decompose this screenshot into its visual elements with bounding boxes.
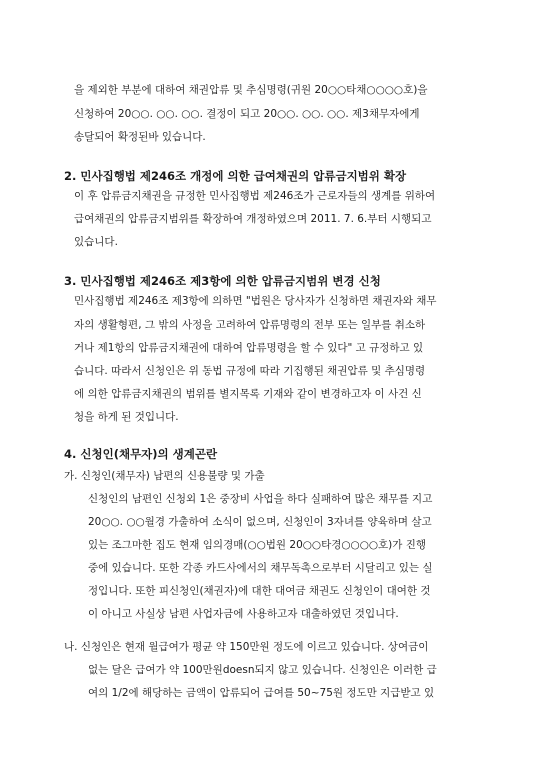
section-4-ga-line-6: 이 아니고 사실상 남편 사업자금에 사용하고자 대출하였던 것입니다.	[88, 608, 399, 620]
section-2-line-2: 급여채권의 압류금지범위를 확장하여 개정하였으며 2011. 7. 6.부터 시행되고	[74, 213, 432, 225]
section-3-line-6: 청을 하게 된 것입니다.	[74, 411, 179, 423]
section-2-heading: 2. 민사집행법 제246조 개정에 의한 급여채권의 압류금지범위 확장	[64, 169, 407, 183]
section-4-ga-line-4: 중에 있습니다. 또한 각종 카드사에서의 채무독촉으로부터 시달리고 있는 실	[88, 562, 433, 574]
section-2-line-1: 이 후 압류금지채권을 규정한 민사집행법 제246조가 근로자들의 생계를 위하여	[74, 190, 436, 202]
section-3-line-3: 거나 제1항의 압류금지채권에 대하여 압류명령을 할 수 있다" 고 규정하고 있	[74, 342, 424, 354]
section-4-heading: 4. 신청인(채무자)의 생계곤란	[64, 447, 218, 461]
intro-line-3: 송달되어 확정된바 있습니다.	[74, 131, 206, 143]
section-3-heading: 3. 민사집행법 제246조 제3항에 의한 압류금지범위 변경 신청	[64, 274, 381, 288]
section-4-ga-line-3: 있는 조그마한 집도 현재 임의경매(○○법원 20○○타경○○○○호)가 진행	[88, 539, 427, 551]
section-4-ga-line-2: 20○○. ○○월경 가출하여 소식이 없으며, 신청인이 3자녀를 양육하며 살고	[88, 516, 432, 528]
section-2-line-3: 있습니다.	[74, 236, 118, 248]
section-4-na-line-1: 나. 신청인은 현재 월급여가 평균 약 150만원 정도에 이르고 있습니다. 상여금이	[64, 641, 429, 653]
section-4-na-line-3: 여의 1/2에 해당하는 금액이 압류되어 급여를 50~75원 정도만 지급받고 있	[88, 687, 435, 699]
section-4-na-line-2: 없는 달은 급여가 약 100만원doesn되지 않고 있습니다. 신청인은 이러한 급	[88, 664, 437, 676]
section-4-item-ga-title: 가. 신청인(채무자) 남편의 신용불량 및 가출	[64, 470, 265, 482]
intro-line-2: 신청하여 20○○. ○○. ○○. 결정이 되고 20○○. ○○. ○○. 제3채무자에게	[74, 108, 420, 120]
section-3-line-2: 자의 생활형편, 그 밖의 사정을 고려하여 압류명령의 전부 또는 일부를 취소하	[74, 319, 426, 331]
section-4-ga-line-5: 정입니다. 또한 피신청인(채권자)에 대한 대여금 채권도 신청인이 대여한 것	[88, 585, 431, 597]
section-3-line-1: 민사집행법 제246조 제3항에 의하면 "법원은 당사자가 신청하면 채권자와 채무	[74, 295, 437, 307]
section-3-line-4: 습니다. 따라서 신청인은 위 동법 규정에 따라 기집행된 채권압류 및 추심명령	[74, 365, 426, 377]
intro-line-1: 을 제외한 부분에 대하여 채권압류 및 추심명령(귀원 20○○타채○○○○호)을	[74, 84, 428, 96]
section-3-line-5: 에 의한 압류금지채권의 범위를 별지목록 기재와 같이 변경하고자 이 사건 신	[74, 388, 422, 400]
section-4-ga-line-1: 신청인의 남편인 신청외 1은 중장비 사업을 하다 실패하여 많은 채무를 지고	[88, 493, 433, 505]
